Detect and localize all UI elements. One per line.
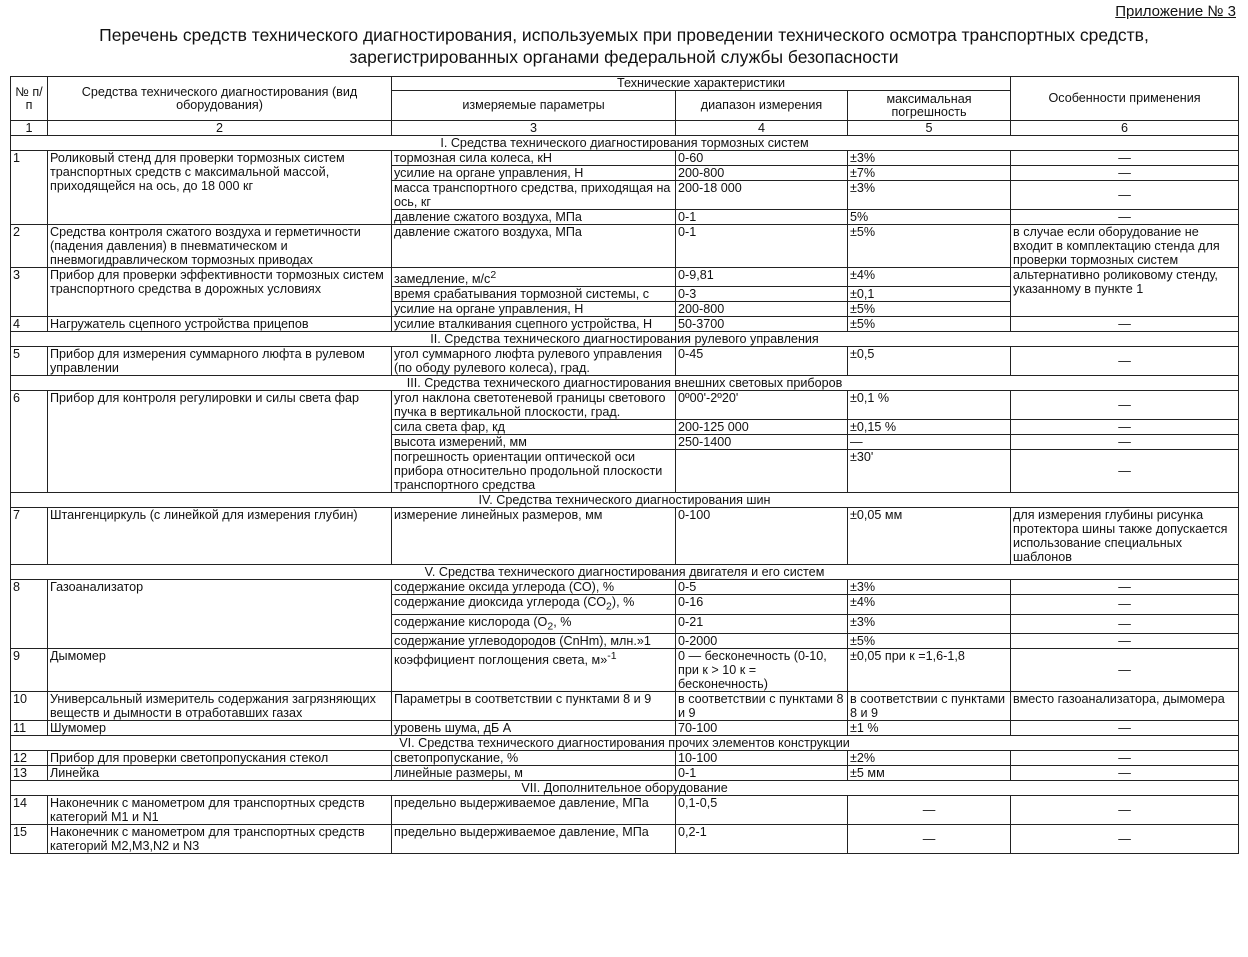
- param-text: замедление, м/с: [394, 272, 491, 287]
- param-cell: содержание углеводородов (СnНm), млн.»1: [392, 634, 676, 649]
- error-cell: 5%: [848, 210, 1011, 225]
- header-features: Особенности применения: [1011, 77, 1239, 121]
- range-cell: 70-100: [676, 721, 848, 736]
- range-cell: 0-16: [676, 595, 848, 615]
- param-cell: погрешность ориентации оптической оси прибора относительно продольной плоскости транспортного средства: [392, 450, 676, 493]
- table-row: [11, 721, 1239, 736]
- feature-cell: —: [1011, 347, 1239, 376]
- col-number: 2: [48, 121, 392, 136]
- range-cell: 0-1: [676, 766, 848, 781]
- feature-cell: —: [1011, 166, 1239, 181]
- col-number: 4: [676, 121, 848, 136]
- param-cell: [392, 268, 676, 287]
- error-cell: ±5 мм: [848, 766, 1011, 781]
- item-name: Прибор для контроля регулировки и силы света фар: [48, 391, 392, 493]
- param-cell: угол суммарного люфта рулевого управления (по ободу рулевого колеса), град.: [392, 347, 676, 376]
- table-row: [11, 391, 1239, 420]
- section-header: VII. Дополнительное оборудование: [11, 781, 1239, 796]
- table-row: [11, 225, 1239, 268]
- param-subscript: 2: [606, 600, 612, 613]
- range-cell: 0-1: [676, 210, 848, 225]
- table-row: [11, 151, 1239, 166]
- item-name: Шумомер: [48, 721, 392, 736]
- section-header: VI. Средства технического диагностирования прочих элементов конструкции: [11, 736, 1239, 751]
- param-superscript: 2: [490, 269, 497, 281]
- feature-cell: —: [1011, 580, 1239, 595]
- error-cell: ±3%: [848, 151, 1011, 166]
- section-header: V. Средства технического диагностирования двигателя и его систем: [11, 565, 1239, 580]
- param-cell: предельно выдерживаемое давление, МПа: [392, 825, 676, 854]
- feature-cell: —: [1011, 595, 1239, 615]
- range-cell: 0,2-1: [676, 825, 848, 854]
- range-cell: 0-100: [676, 508, 848, 565]
- param-cell: масса транспортного средства, приходящая на ось, кг: [392, 181, 676, 210]
- error-cell: ±5%: [848, 634, 1011, 649]
- param-cell: уровень шума, дБ А: [392, 721, 676, 736]
- range-cell: 0-60: [676, 151, 848, 166]
- title-line-1: Перечень средств технического диагностирования, используемых при проведении технического осмотра транспортных средств,: [99, 25, 1149, 45]
- param-text: содержание кислорода (О: [394, 614, 548, 629]
- error-cell: —: [848, 435, 1011, 450]
- header-equipment: Средства технического диагностирования (вид оборудования): [48, 77, 392, 121]
- table-row: [11, 825, 1239, 854]
- range-cell: 0 — бесконечность (0-10, при к > 10 к = бесконечность): [676, 649, 848, 692]
- table-row: [11, 347, 1239, 376]
- error-cell: ±5%: [848, 317, 1011, 332]
- section-header: III. Средства технического диагностирования внешних световых приборов: [11, 376, 1239, 391]
- header-params: измеряемые параметры: [392, 91, 676, 121]
- table-row: [11, 580, 1239, 595]
- range-cell: 0-3: [676, 287, 848, 302]
- param-cell: Параметры в соответствии с пунктами 8 и 9: [392, 692, 676, 721]
- item-name: Прибор для проверки светопропускания стекол: [48, 751, 392, 766]
- error-cell: ±4%: [848, 268, 1011, 287]
- error-cell: ±5%: [848, 225, 1011, 268]
- error-cell: ±1 %: [848, 721, 1011, 736]
- feature-cell: для измерения глубины рисунка протектора шины также допускается использование специальных шаблонов: [1011, 508, 1239, 565]
- feature-cell: —: [1011, 751, 1239, 766]
- param-text: содержание диоксида углерода (СО: [394, 595, 607, 610]
- section-header: IV. Средства технического диагностирования шин: [11, 493, 1239, 508]
- error-cell: ±3%: [848, 580, 1011, 595]
- col-number: 6: [1011, 121, 1239, 136]
- diagnostics-table: [10, 76, 1239, 854]
- item-number: 14: [11, 796, 48, 825]
- param-cell: высота измерений, мм: [392, 435, 676, 450]
- item-name: Линейка: [48, 766, 392, 781]
- section-header: I. Средства технического диагностирования тормозных систем: [11, 136, 1239, 151]
- feature-cell: —: [1011, 317, 1239, 332]
- item-name: Дымомер: [48, 649, 392, 692]
- item-number: 4: [11, 317, 48, 332]
- range-cell: 0-21: [676, 614, 848, 634]
- error-cell: ±7%: [848, 166, 1011, 181]
- feature-cell: —: [1011, 766, 1239, 781]
- param-cell: измерение линейных размеров, мм: [392, 508, 676, 565]
- table-row: [11, 268, 1239, 287]
- error-cell: ±0,15 %: [848, 420, 1011, 435]
- param-superscript: -1: [607, 650, 617, 663]
- range-cell: 200-125 000: [676, 420, 848, 435]
- error-cell: ±0,05 мм: [848, 508, 1011, 565]
- param-cell: усилие на органе управления, Н: [392, 302, 676, 317]
- feature-cell: —: [1011, 450, 1239, 493]
- range-cell: 0-2000: [676, 634, 848, 649]
- title-line-2: зарегистрированных органами федеральной службы безопасности: [349, 47, 899, 67]
- param-cell: [392, 649, 676, 692]
- error-cell: ±4%: [848, 595, 1011, 615]
- table-row: [11, 751, 1239, 766]
- item-number: 2: [11, 225, 48, 268]
- param-subscript: 2: [547, 620, 554, 633]
- item-number: 8: [11, 580, 48, 649]
- header-tech: Технические характеристики: [392, 77, 1011, 91]
- error-cell: ±0,1 %: [848, 391, 1011, 420]
- table-row: [11, 692, 1239, 721]
- param-cell: предельно выдерживаемое давление, МПа: [392, 796, 676, 825]
- item-name: Роликовый стенд для проверки тормозных систем транспортных средств с максимальной массой, приходящейся на ось, до 18 000 кг: [48, 151, 392, 225]
- param-cell: давление сжатого воздуха, МПа: [392, 210, 676, 225]
- error-cell: ±5%: [848, 302, 1011, 317]
- error-cell: в соответствии с пунктами 8 и 9: [848, 692, 1011, 721]
- param-cell: светопропускание, %: [392, 751, 676, 766]
- feature-cell: —: [1011, 721, 1239, 736]
- param-cell: тормозная сила колеса, кН: [392, 151, 676, 166]
- item-name: Штангенциркуль (с линейкой для измерения глубин): [48, 508, 392, 565]
- error-cell: —: [848, 796, 1011, 825]
- header-error: максимальная погрешность: [848, 91, 1011, 121]
- feature-cell: —: [1011, 391, 1239, 420]
- error-cell: ±0,5: [848, 347, 1011, 376]
- table-row: [11, 796, 1239, 825]
- item-number: 7: [11, 508, 48, 565]
- col-number: 3: [392, 121, 676, 136]
- feature-cell: —: [1011, 649, 1239, 692]
- item-name: Универсальный измеритель содержания загрязняющих веществ и дымности в отработавших газах: [48, 692, 392, 721]
- param-cell: [392, 614, 676, 634]
- page-title: [0, 24, 1248, 68]
- item-number: 3: [11, 268, 48, 317]
- param-cell: время срабатывания тормозной системы, с: [392, 287, 676, 302]
- feature-cell: —: [1011, 634, 1239, 649]
- param-cell: [392, 595, 676, 615]
- range-cell: 0-45: [676, 347, 848, 376]
- item-number: 10: [11, 692, 48, 721]
- param-text: , %: [553, 614, 572, 629]
- range-cell: 0,1-0,5: [676, 796, 848, 825]
- item-name: Средства контроля сжатого воздуха и герметичности (падения давления) в пневматическом и пневмогидравлическом тормозных приводах: [48, 225, 392, 268]
- range-cell: 0º00'-2º20': [676, 391, 848, 420]
- header-range: диапазон измерения: [676, 91, 848, 121]
- param-cell: сила света фар, кд: [392, 420, 676, 435]
- header-num: № п/п: [11, 77, 48, 121]
- param-cell: линейные размеры, м: [392, 766, 676, 781]
- item-name: Прибор для проверки эффективности тормозных систем транспортного средства в дорожных условиях: [48, 268, 392, 317]
- item-number: 13: [11, 766, 48, 781]
- item-number: 5: [11, 347, 48, 376]
- feature-cell: в случае если оборудование не входит в комплектацию стенда для проверки тормозных систем: [1011, 225, 1239, 268]
- range-cell: 10-100: [676, 751, 848, 766]
- range-cell: 50-3700: [676, 317, 848, 332]
- item-number: 11: [11, 721, 48, 736]
- col-number: 1: [11, 121, 48, 136]
- param-cell: усилие вталкивания сцепного устройства, Н: [392, 317, 676, 332]
- item-number: 6: [11, 391, 48, 493]
- feature-cell: —: [1011, 435, 1239, 450]
- range-cell: 0-5: [676, 580, 848, 595]
- feature-cell: вместо газоанализатора, дымомера: [1011, 692, 1239, 721]
- param-text: ), %: [611, 595, 635, 610]
- item-name: Газоанализатор: [48, 580, 392, 649]
- error-cell: ±2%: [848, 751, 1011, 766]
- param-cell: усилие на органе управления, Н: [392, 166, 676, 181]
- item-number: 1: [11, 151, 48, 225]
- item-name: Наконечник с манометром для транспортных средств категорий М1 и N1: [48, 796, 392, 825]
- feature-cell: —: [1011, 796, 1239, 825]
- item-name: Прибор для измерения суммарного люфта в рулевом управлении: [48, 347, 392, 376]
- param-cell: давление сжатого воздуха, МПа: [392, 225, 676, 268]
- table-row: [11, 508, 1239, 565]
- error-cell: ±30': [848, 450, 1011, 493]
- feature-cell: —: [1011, 825, 1239, 854]
- range-cell: [676, 450, 848, 493]
- param-cell: угол наклона светотеневой границы светового пучка в вертикальной плоскости, град.: [392, 391, 676, 420]
- error-cell: —: [848, 825, 1011, 854]
- error-cell: ±0,05 при к =1,6-1,8: [848, 649, 1011, 692]
- range-cell: 200-800: [676, 302, 848, 317]
- error-cell: ±0,1: [848, 287, 1011, 302]
- param-text: коэффициент поглощения света, м»: [394, 653, 608, 668]
- item-number: 15: [11, 825, 48, 854]
- feature-cell: —: [1011, 614, 1239, 634]
- feature-cell: —: [1011, 181, 1239, 210]
- range-cell: 250-1400: [676, 435, 848, 450]
- feature-cell: —: [1011, 420, 1239, 435]
- table-row: [11, 766, 1239, 781]
- feature-cell: альтернативно роликовому стенду, указанному в пункте 1: [1011, 268, 1239, 317]
- table-row: [11, 649, 1239, 692]
- item-number: 12: [11, 751, 48, 766]
- section-header: II. Средства технического диагностирования рулевого управления: [11, 332, 1239, 347]
- param-cell: содержание оксида углерода (СО), %: [392, 580, 676, 595]
- appendix-label: Приложение № 3: [1115, 3, 1236, 20]
- item-name: Нагружатель сцепного устройства прицепов: [48, 317, 392, 332]
- feature-cell: —: [1011, 151, 1239, 166]
- range-cell: 0-1: [676, 225, 848, 268]
- error-cell: ±3%: [848, 614, 1011, 634]
- table-row: [11, 317, 1239, 332]
- range-cell: 0-9,81: [676, 268, 848, 287]
- item-number: 9: [11, 649, 48, 692]
- range-cell: 200-800: [676, 166, 848, 181]
- range-cell: 200-18 000: [676, 181, 848, 210]
- col-number: 5: [848, 121, 1011, 136]
- range-cell: в соответствии с пунктами 8 и 9: [676, 692, 848, 721]
- item-name: Наконечник с манометром для транспортных средств категорий М2,М3,N2 и N3: [48, 825, 392, 854]
- error-cell: ±3%: [848, 181, 1011, 210]
- feature-cell: —: [1011, 210, 1239, 225]
